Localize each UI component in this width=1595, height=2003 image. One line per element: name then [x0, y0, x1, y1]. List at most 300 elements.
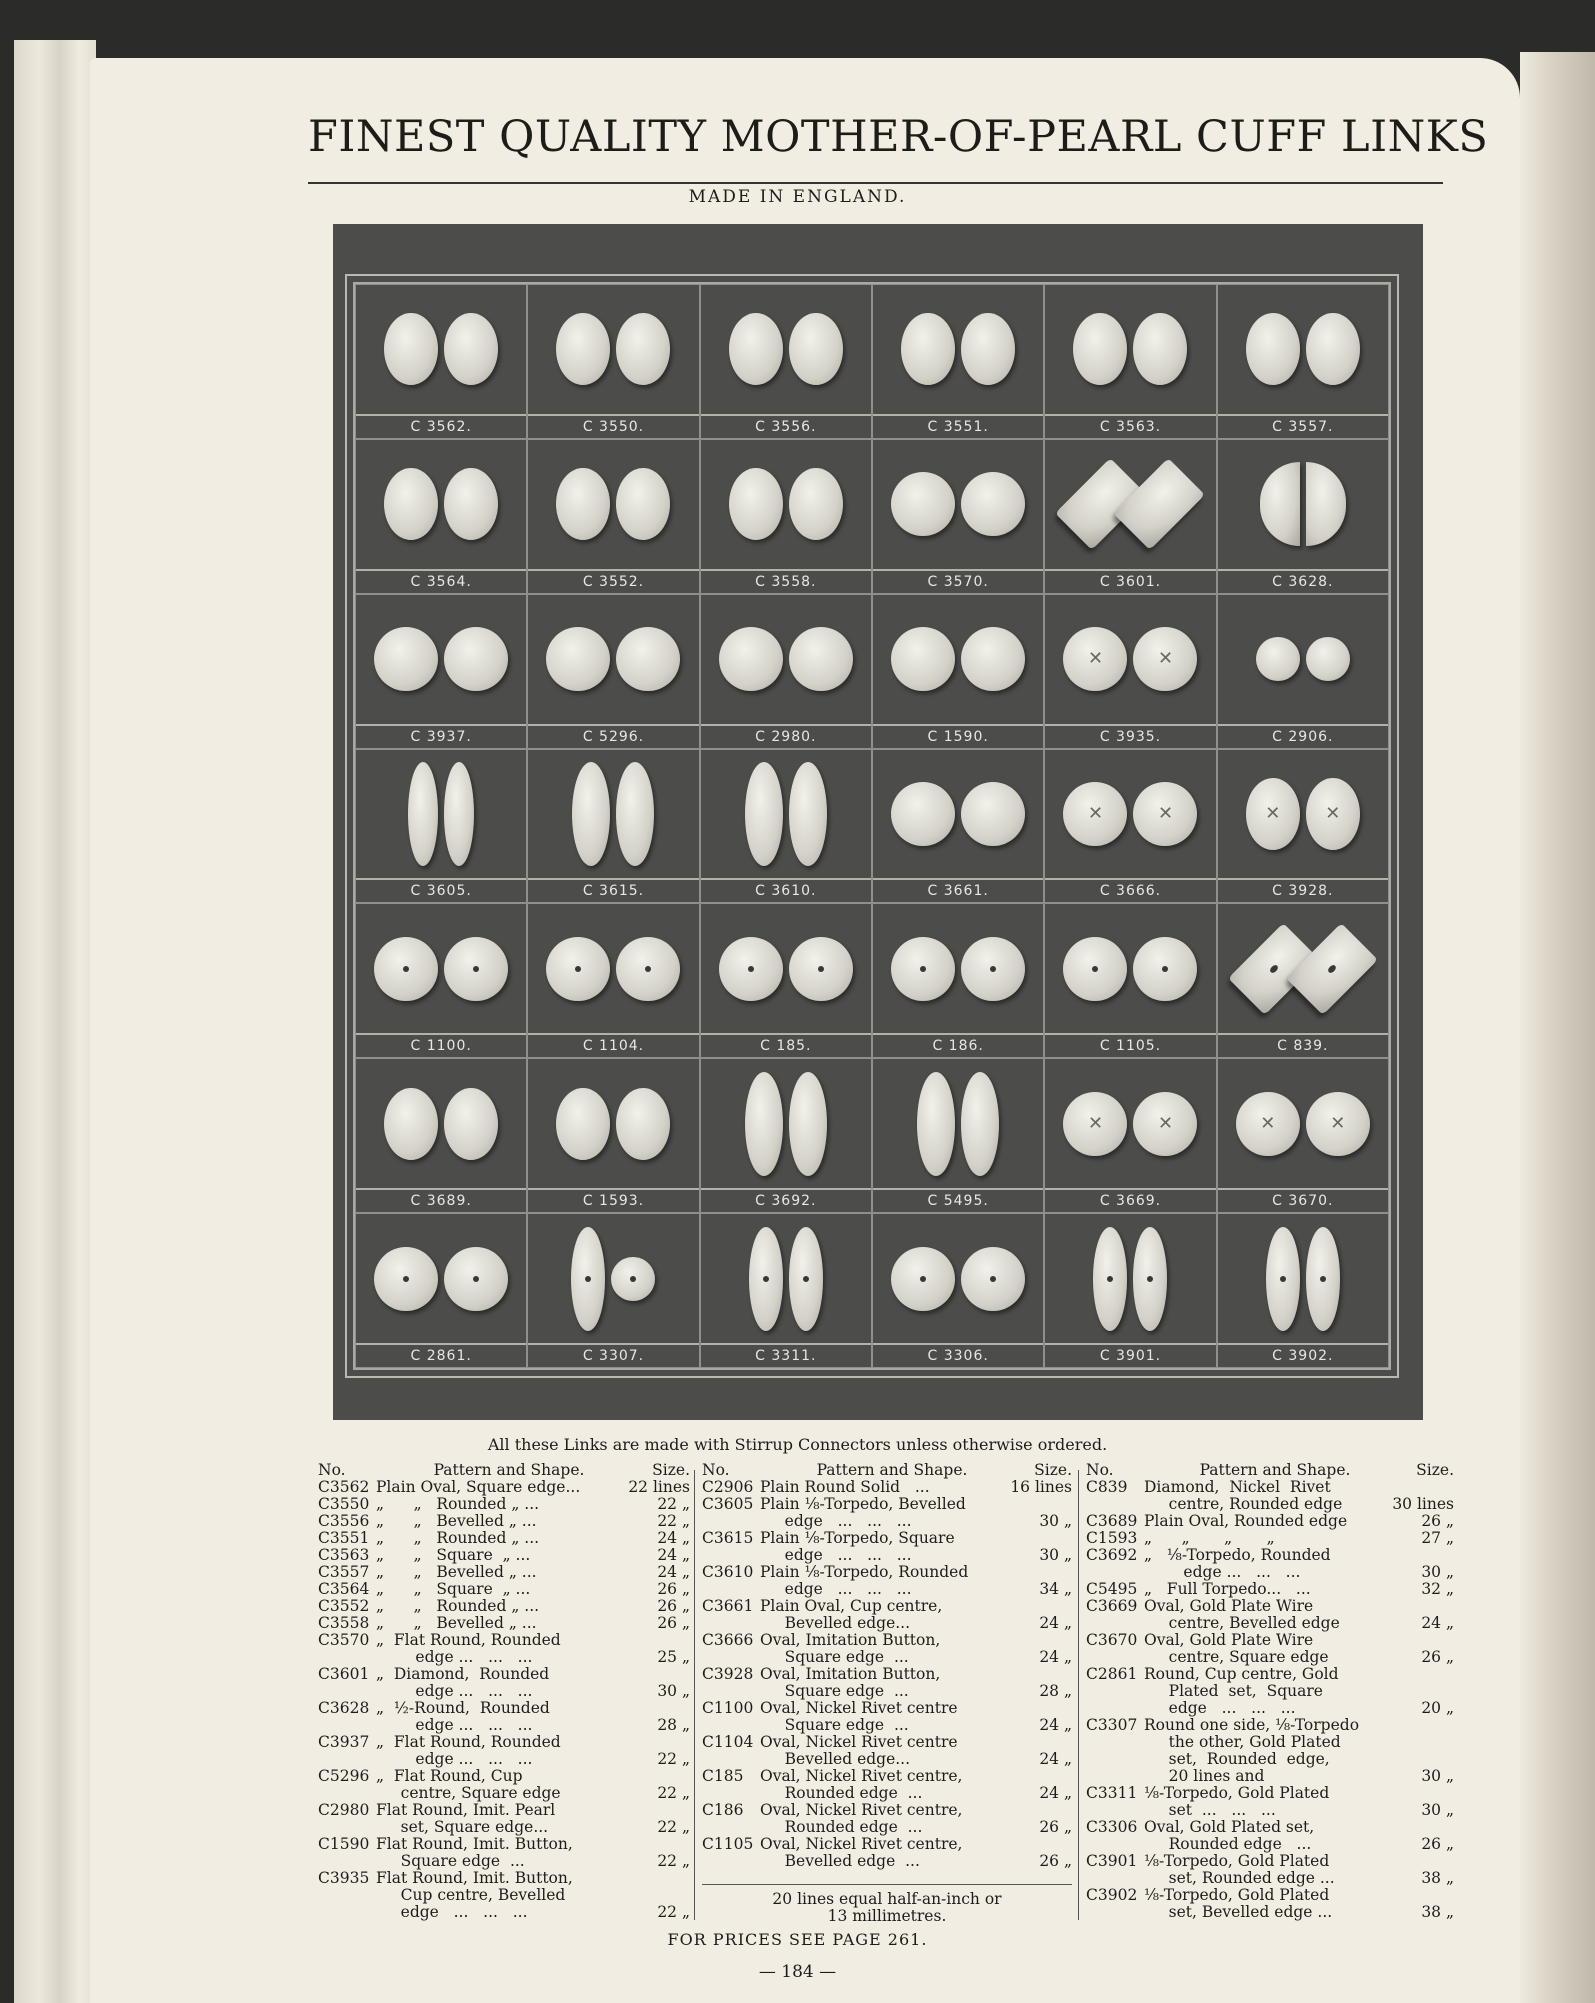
- cuff-link-label: C 1105.: [1045, 1033, 1215, 1057]
- cuff-link-image: [891, 782, 955, 846]
- item-size: 38 „: [1421, 1869, 1454, 1887]
- item-number: C186: [702, 1801, 744, 1819]
- cuff-link-image: [789, 627, 853, 691]
- cuff-link-image: [571, 1227, 605, 1331]
- item-size: 16 lines: [1010, 1478, 1072, 1496]
- item-number: C5495: [1086, 1580, 1138, 1598]
- item-pattern: „ ½-Round, Rounded edge ... ... ...: [376, 1699, 550, 1734]
- item-number: C3552: [318, 1597, 370, 1615]
- item-size: 24 „: [657, 1529, 690, 1547]
- note-text: 20 lines equal half-an-inch or 13 millimetres.: [772, 1890, 1002, 1925]
- cuff-link-label: C 839.: [1218, 1033, 1388, 1057]
- item-pattern: „ „ Square „ ...: [376, 1546, 531, 1564]
- cuff-link-pair: [1045, 1059, 1215, 1188]
- item-size: 22 „: [657, 1818, 690, 1836]
- cuff-link-pair: [701, 1059, 871, 1188]
- cuff-link-cell: [872, 1213, 1044, 1368]
- cuff-link-image: [444, 627, 508, 691]
- item-number: C3311: [1086, 1784, 1138, 1802]
- cuff-link-image: [789, 313, 843, 385]
- cuff-link-image: [1286, 923, 1378, 1015]
- item-pattern: Plain ⅛-Torpedo, Bevelled edge ... ... ...: [760, 1495, 966, 1530]
- item-number: C185: [702, 1767, 744, 1785]
- cuff-link-image: [729, 313, 783, 385]
- cuff-link-pair: [701, 904, 871, 1033]
- item-size: 26 „: [1039, 1818, 1072, 1836]
- cuff-link-cell: [872, 594, 1044, 749]
- column-divider: [694, 1470, 695, 1920]
- list-item: [318, 1513, 690, 1530]
- cuff-link-cell: [355, 749, 527, 904]
- cuff-link-label: C 3670.: [1218, 1188, 1388, 1212]
- item-pattern: Plain ⅛-Torpedo, Rounded edge ... ... ...: [760, 1563, 969, 1598]
- item-size: 20 „: [1421, 1699, 1454, 1717]
- cuff-link-image: [789, 762, 827, 866]
- cuff-link-pair: [528, 904, 698, 1033]
- cuff-link-image: [961, 627, 1025, 691]
- cuff-link-image: [384, 1088, 438, 1160]
- item-number: C3901: [1086, 1852, 1138, 1870]
- cuff-link-label: C 3556.: [701, 414, 871, 438]
- item-number: C3935: [318, 1869, 370, 1887]
- cuff-link-pair: [1045, 750, 1215, 879]
- list-item: [318, 1530, 690, 1547]
- item-pattern: „ „ Bevelled „ ...: [376, 1563, 537, 1581]
- item-size: 24 „: [1039, 1648, 1072, 1666]
- item-size: 26 „: [1421, 1648, 1454, 1666]
- cuff-link-pair: [701, 595, 871, 724]
- list-item: [1086, 1547, 1454, 1581]
- item-size: 24 „: [1039, 1750, 1072, 1768]
- cuff-link-cell: [527, 903, 699, 1058]
- list-item: [702, 1598, 1072, 1632]
- item-size: 26 „: [657, 1580, 690, 1598]
- cuff-link-label: C 1100.: [356, 1033, 526, 1057]
- item-size: 24 „: [1421, 1614, 1454, 1632]
- item-number: C1590: [318, 1835, 370, 1853]
- column-header: [702, 1462, 1072, 1479]
- cuff-link-pair: [1218, 904, 1388, 1033]
- cuff-link-label: C 5495.: [873, 1188, 1043, 1212]
- cuff-link-image: [611, 1257, 655, 1301]
- cuff-link-pair: [1045, 904, 1215, 1033]
- item-pattern: „ Flat Round, Cup centre, Square edge: [376, 1767, 561, 1802]
- item-pattern: „ Flat Round, Rounded edge ... ... ...: [376, 1733, 561, 1768]
- cuff-link-label: C 3615.: [528, 878, 698, 902]
- photo-frame: [345, 274, 1399, 1378]
- cuff-link-cell: [1044, 749, 1216, 904]
- cuff-link-label: C 3628.: [1218, 569, 1388, 593]
- cuff-link-label: C 2980.: [701, 724, 871, 748]
- list-item: [702, 1734, 1072, 1768]
- cuff-link-pair: [873, 285, 1043, 414]
- cuff-link-image: [1306, 462, 1346, 546]
- cuff-link-label: C 3928.: [1218, 878, 1388, 902]
- cuff-link-pair: [701, 1214, 871, 1343]
- cuff-link-image: [961, 1072, 999, 1176]
- item-number: C1104: [702, 1733, 754, 1751]
- cuff-link-pair: [1045, 1214, 1215, 1343]
- cuff-link-cell: [872, 749, 1044, 904]
- cuff-link-cell: [1217, 594, 1389, 749]
- item-pattern: „ Diamond, Rounded edge ... ... ...: [376, 1665, 550, 1700]
- cuff-link-image: [789, 937, 853, 1001]
- item-number: C3564: [318, 1580, 370, 1598]
- list-item: [702, 1479, 1072, 1496]
- item-number: C3550: [318, 1495, 370, 1513]
- cuff-link-image: [546, 937, 610, 1001]
- item-pattern: „ Full Torpedo... ...: [1144, 1580, 1311, 1598]
- item-pattern: „ „ Square „ ...: [376, 1580, 531, 1598]
- cuff-link-pair: [701, 285, 871, 414]
- cuff-link-label: C 5296.: [528, 724, 698, 748]
- header-pattern: Pattern and Shape.: [816, 1461, 968, 1479]
- cuff-link-label: C 3601.: [1045, 569, 1215, 593]
- cuff-link-cell: [527, 1213, 699, 1368]
- item-size: 24 „: [1039, 1716, 1072, 1734]
- cuff-link-label: C 1593.: [528, 1188, 698, 1212]
- item-number: C3928: [702, 1665, 754, 1683]
- cuff-link-pair: [1218, 595, 1388, 724]
- item-pattern: „ „ Bevelled „ ...: [376, 1614, 537, 1632]
- cuff-link-image: [616, 937, 680, 1001]
- item-pattern: ⅛-Torpedo, Gold Plated set, Bevelled edge ...: [1144, 1886, 1333, 1921]
- cuff-link-image: [616, 468, 670, 540]
- cuff-link-pair: [873, 440, 1043, 569]
- list-item: [1086, 1581, 1454, 1598]
- item-number: C3937: [318, 1733, 370, 1751]
- item-number: C3551: [318, 1529, 370, 1547]
- item-size: 24 „: [1039, 1614, 1072, 1632]
- measurement-note: [702, 1884, 1072, 1925]
- list-item: [702, 1632, 1072, 1666]
- cuff-link-image: [384, 468, 438, 540]
- cuff-link-cell: [872, 1058, 1044, 1213]
- cuff-link-label: C 3563.: [1045, 414, 1215, 438]
- list-item: [702, 1802, 1072, 1836]
- item-size: 22 „: [657, 1903, 690, 1921]
- cuff-link-image: [556, 313, 610, 385]
- cuff-link-pair: [356, 1059, 526, 1188]
- cuff-link-label: C 3562.: [356, 414, 526, 438]
- item-number: C3563: [318, 1546, 370, 1564]
- item-pattern: Diamond, Nickel Rivet centre, Rounded edge: [1144, 1478, 1343, 1513]
- cuff-link-label: C 3311.: [701, 1343, 871, 1367]
- cuff-link-image: [961, 1247, 1025, 1311]
- cuff-link-pair: [1045, 285, 1215, 414]
- header-pattern: Pattern and Shape.: [1199, 1461, 1351, 1479]
- list-item: [1086, 1479, 1454, 1513]
- item-pattern: Plain Oval, Rounded edge: [1144, 1512, 1348, 1530]
- item-pattern: „ „ Bevelled „ ...: [376, 1512, 537, 1530]
- cuff-link-pair: [873, 595, 1043, 724]
- cuff-link-image: [789, 1072, 827, 1176]
- cuff-link-cell: [1044, 903, 1216, 1058]
- cuff-link-image: [1093, 1227, 1127, 1331]
- cuff-link-image: [374, 1247, 438, 1311]
- cuff-link-cell: [1044, 1213, 1216, 1368]
- cuff-link-label: C 1590.: [873, 724, 1043, 748]
- item-pattern: Plain ⅛-Torpedo, Square edge ... ... ...: [760, 1529, 955, 1564]
- item-number: C3669: [1086, 1597, 1138, 1615]
- cuff-link-image: [572, 762, 610, 866]
- item-pattern: Plain Oval, Square edge...: [376, 1478, 581, 1496]
- cuff-link-pair: [356, 904, 526, 1033]
- list-item: [318, 1768, 690, 1802]
- cuff-link-label: C 3901.: [1045, 1343, 1215, 1367]
- item-size: 30 „: [1421, 1801, 1454, 1819]
- column-rows: [702, 1479, 1072, 1870]
- cuff-link-label: C 185.: [701, 1033, 871, 1057]
- item-pattern: „ „ Rounded „ ...: [376, 1529, 540, 1547]
- cuff-link-image: [1306, 778, 1360, 850]
- list-item: [318, 1598, 690, 1615]
- column-rows: [318, 1479, 690, 1921]
- cuff-link-cell: [700, 1213, 872, 1368]
- cuff-link-image: [961, 472, 1025, 536]
- item-pattern: „ „ Rounded „ ...: [376, 1495, 540, 1513]
- cuff-link-image: [1114, 458, 1206, 550]
- cuff-link-image: [1306, 1227, 1340, 1331]
- cuff-link-image: [444, 313, 498, 385]
- cuff-link-image: [1133, 782, 1197, 846]
- item-size: 24 „: [657, 1546, 690, 1564]
- cuff-link-image: [374, 627, 438, 691]
- cuff-link-cell: [355, 439, 527, 594]
- item-size: 22 „: [657, 1784, 690, 1802]
- cuff-link-pair: [873, 1059, 1043, 1188]
- item-number: C3605: [702, 1495, 754, 1513]
- list-item: [702, 1768, 1072, 1802]
- item-size: 27 „: [1421, 1529, 1454, 1547]
- item-number: C1100: [702, 1699, 754, 1717]
- cuff-link-image: [1306, 637, 1350, 681]
- page-subtitle: MADE IN ENGLAND.: [688, 187, 907, 207]
- item-size: 30 lines: [1392, 1495, 1454, 1513]
- cuff-link-cell: [872, 903, 1044, 1058]
- price-list-column-3: [1086, 1462, 1454, 1921]
- cuff-link-pair: [873, 1214, 1043, 1343]
- cuff-link-image: [444, 468, 498, 540]
- cuff-link-pair: [528, 1214, 698, 1343]
- cuff-link-image: [789, 1227, 823, 1331]
- cuff-link-cell: [527, 284, 699, 439]
- list-item: [318, 1666, 690, 1700]
- item-number: C3570: [318, 1631, 370, 1649]
- item-number: C3628: [318, 1699, 370, 1717]
- item-number: C3610: [702, 1563, 754, 1581]
- cuff-link-pair: [1218, 1059, 1388, 1188]
- item-pattern: Round, Cup centre, Gold Plated set, Square edge ... ... ...: [1144, 1665, 1339, 1717]
- cuff-link-label: C 2906.: [1218, 724, 1388, 748]
- list-item: [1086, 1530, 1454, 1547]
- page-title: FINEST QUALITY MOTHER-OF-PEARL CUFF LINKS: [308, 112, 1443, 184]
- cuff-link-image: [917, 1072, 955, 1176]
- cuff-link-label: C 3570.: [873, 569, 1043, 593]
- price-list-column-2: [702, 1462, 1072, 1925]
- cuff-link-label: C 3564.: [356, 569, 526, 593]
- cuff-link-label: C 3558.: [701, 569, 871, 593]
- column-rows: [1086, 1479, 1454, 1921]
- item-number: C3661: [702, 1597, 754, 1615]
- item-size: 26 „: [1421, 1835, 1454, 1853]
- cuff-link-cell: [700, 903, 872, 1058]
- item-pattern: Oval, Gold Plate Wire centre, Square edge: [1144, 1631, 1329, 1666]
- cuff-link-label: C 3661.: [873, 878, 1043, 902]
- item-pattern: Plain Round Solid ...: [760, 1478, 930, 1496]
- cuff-link-pair: [356, 285, 526, 414]
- cuff-link-image: [891, 627, 955, 691]
- cuff-link-cell: [700, 749, 872, 904]
- cuff-link-label: C 3306.: [873, 1343, 1043, 1367]
- item-pattern: Flat Round, Imit. Button, Cup centre, Bevelled edge ... ... ...: [376, 1869, 573, 1921]
- item-number: C3557: [318, 1563, 370, 1581]
- cuff-link-image: [1133, 313, 1187, 385]
- list-item: [318, 1632, 690, 1666]
- cuff-link-cell: [527, 1058, 699, 1213]
- list-item: [702, 1496, 1072, 1530]
- cuff-link-image: [1266, 1227, 1300, 1331]
- list-item: [318, 1479, 690, 1496]
- list-item: [318, 1496, 690, 1513]
- cuff-link-image: [1246, 778, 1300, 850]
- item-size: 22 „: [657, 1750, 690, 1768]
- list-item: [318, 1802, 690, 1836]
- cuff-link-image: [1063, 627, 1127, 691]
- cuff-link-cell: [355, 903, 527, 1058]
- cuff-link-image: [1306, 1092, 1370, 1156]
- item-number: C2980: [318, 1801, 370, 1819]
- cuff-link-image: [616, 1088, 670, 1160]
- cuff-link-image: [719, 937, 783, 1001]
- cuff-link-label: C 3307.: [528, 1343, 698, 1367]
- column-header: [1086, 1462, 1454, 1479]
- cuff-link-cell: [1217, 749, 1389, 904]
- cuff-link-label: C 3935.: [1045, 724, 1215, 748]
- cuff-link-cell: [355, 284, 527, 439]
- item-size: 22 „: [657, 1852, 690, 1870]
- cuff-link-image: [556, 468, 610, 540]
- cuff-link-image: [1236, 1092, 1300, 1156]
- cuff-link-label: C 3552.: [528, 569, 698, 593]
- cuff-link-pair: [873, 904, 1043, 1033]
- cuff-link-cell: [700, 594, 872, 749]
- column-divider: [1078, 1470, 1079, 1920]
- list-item: [1086, 1819, 1454, 1853]
- cuff-link-image: [891, 1247, 955, 1311]
- list-item: [1086, 1887, 1454, 1921]
- item-number: C3307: [1086, 1716, 1138, 1734]
- cuff-link-cell: [872, 284, 1044, 439]
- list-item: [702, 1564, 1072, 1598]
- cuff-link-pair: [356, 750, 526, 879]
- item-number: C3666: [702, 1631, 754, 1649]
- list-item: [1086, 1785, 1454, 1819]
- item-size: 30 „: [1421, 1563, 1454, 1581]
- item-number: C3556: [318, 1512, 370, 1530]
- list-item: [318, 1870, 690, 1921]
- cuff-link-pair: [356, 595, 526, 724]
- list-item: [318, 1581, 690, 1598]
- cuff-link-pair: [1218, 285, 1388, 414]
- cuff-link-pair: [1045, 440, 1215, 569]
- cuff-link-label: C 3666.: [1045, 878, 1215, 902]
- item-size: 32 „: [1421, 1580, 1454, 1598]
- cuff-link-label: C 186.: [873, 1033, 1043, 1057]
- item-pattern: Oval, Nickel Rivet centre Square edge ...: [760, 1699, 958, 1734]
- list-item: [1086, 1853, 1454, 1887]
- cuff-link-image: [1063, 1092, 1127, 1156]
- cuff-link-pair: [1045, 595, 1215, 724]
- list-item: [1086, 1598, 1454, 1632]
- item-number: C3692: [1086, 1546, 1138, 1564]
- cuff-link-image: [729, 468, 783, 540]
- cuff-link-cell: [700, 1058, 872, 1213]
- cuff-link-image: [719, 627, 783, 691]
- list-item: [318, 1836, 690, 1870]
- cuff-link-image: [444, 937, 508, 1001]
- item-size: 24 „: [657, 1563, 690, 1581]
- cuff-link-cell: [1044, 439, 1216, 594]
- list-item: [702, 1836, 1072, 1870]
- item-pattern: „ Flat Round, Rounded edge ... ... ...: [376, 1631, 561, 1666]
- cuff-link-cell: [527, 594, 699, 749]
- item-size: 22 lines: [628, 1478, 690, 1496]
- cuff-link-cell: [872, 439, 1044, 594]
- list-item: [702, 1700, 1072, 1734]
- header-no: No.: [702, 1461, 730, 1479]
- item-number: C3615: [702, 1529, 754, 1547]
- cuff-link-image: [408, 762, 438, 866]
- column-header: [318, 1462, 690, 1479]
- item-pattern: Oval, Imitation Button, Square edge ...: [760, 1631, 941, 1666]
- cuff-link-pair: [1218, 440, 1388, 569]
- cuff-link-cell: [355, 594, 527, 749]
- cuff-link-image: [961, 937, 1025, 1001]
- list-item: [318, 1700, 690, 1734]
- cuff-link-cell: [1044, 284, 1216, 439]
- cuff-link-cell: [1217, 284, 1389, 439]
- page-number: — 184 —: [758, 1962, 837, 1982]
- cuff-link-image: [1133, 627, 1197, 691]
- list-item: [318, 1734, 690, 1768]
- item-size: 26 „: [657, 1597, 690, 1615]
- header-pattern: Pattern and Shape.: [433, 1461, 585, 1479]
- item-pattern: Oval, Imitation Button, Square edge ...: [760, 1665, 941, 1700]
- cuff-link-image: [556, 1088, 610, 1160]
- cuff-link-image: [374, 937, 438, 1001]
- list-item: [318, 1615, 690, 1632]
- cuff-link-image: [1260, 462, 1300, 546]
- item-size: 26 „: [1421, 1512, 1454, 1530]
- cuff-link-image: [1306, 313, 1360, 385]
- item-size: 28 „: [1039, 1682, 1072, 1700]
- cuff-link-cell: [1217, 439, 1389, 594]
- cuff-link-label: C 3610.: [701, 878, 871, 902]
- cuff-link-image: [1246, 313, 1300, 385]
- cuff-link-label: C 3551.: [873, 414, 1043, 438]
- cuff-link-pair: [528, 595, 698, 724]
- item-size: 30 „: [1039, 1546, 1072, 1564]
- cuff-link-cell: [700, 439, 872, 594]
- cuff-link-image: [1133, 1227, 1167, 1331]
- cuff-links-photograph: [333, 224, 1423, 1420]
- item-pattern: „ „ Rounded „ ...: [376, 1597, 540, 1615]
- book-spine: [1520, 52, 1595, 2003]
- list-item: [702, 1530, 1072, 1564]
- item-number: C3601: [318, 1665, 370, 1683]
- book-edge: [14, 40, 96, 2003]
